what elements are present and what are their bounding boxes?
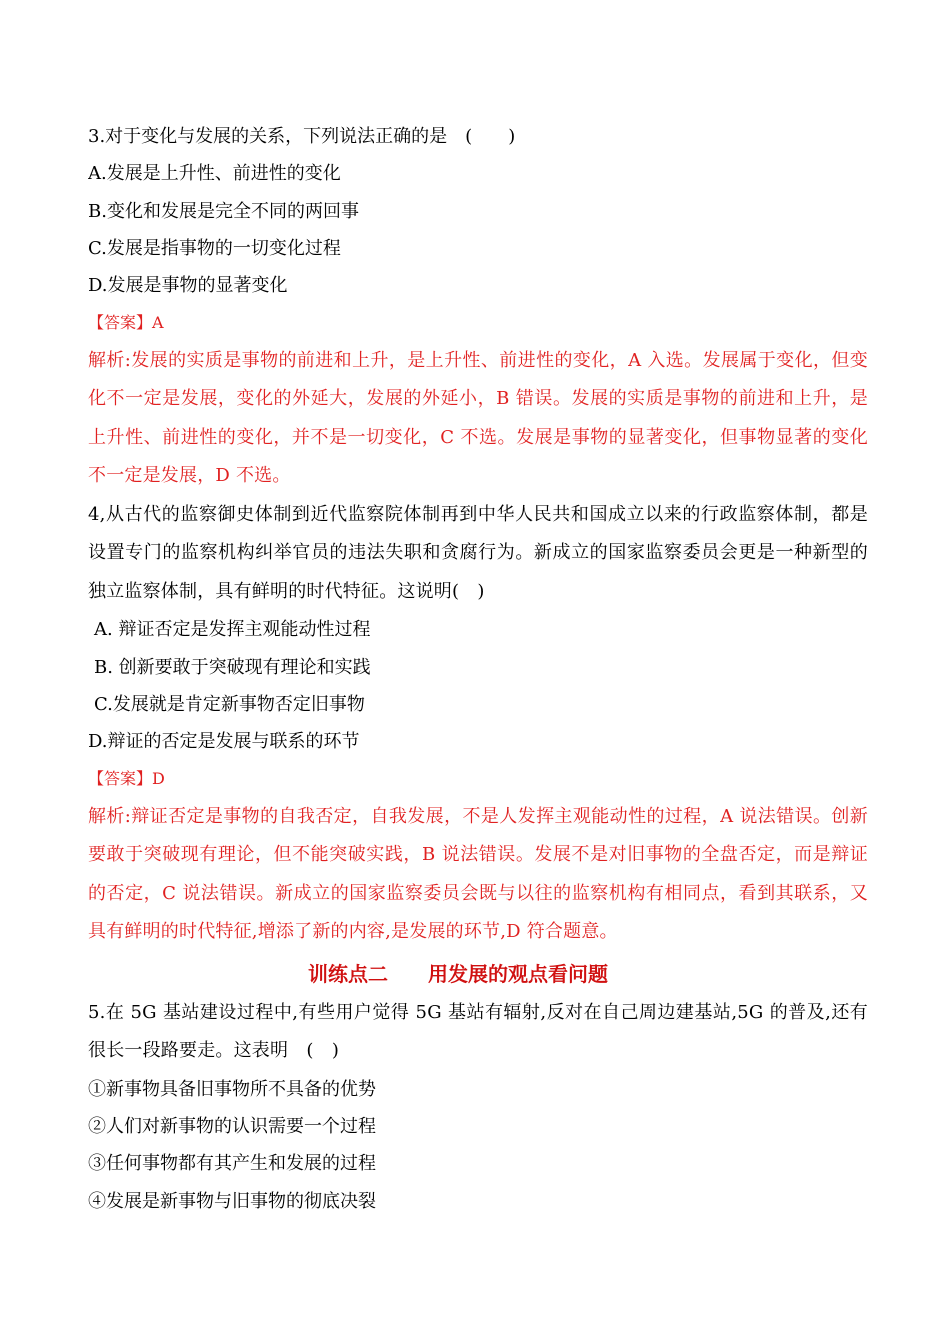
q5-option-3: ③任何事物都有其产生和发展的过程 [88, 1153, 376, 1175]
q4-option-b: B. 创新要敢于突破现有理论和实践 [94, 656, 371, 678]
q3-answer: 【答案】A [88, 313, 164, 333]
q3-option-b: B.变化和发展是完全不同的两回事 [88, 200, 359, 222]
section-title: 训练点二 用发展的观点看问题 [308, 961, 608, 986]
q4-stem: 4,从古代的监察御史体制到近代监察院体制再到中华人民共和国成立以来的行政监察体制，都是设置专门的监察机构纠举官员的违法失职和贪腐行为。新成立的国家监察委员会更是一种新型的独立监察体制，具有鲜明的时代特征。这说明( ) [88, 503, 868, 602]
q5-stem: 5.在 5G 基站建设过程中,有些用户觉得 5G 基站有辐射,反对在自己周边建基站,5G 的普及,还有很长一段路要走。这表明 ( ) [88, 1001, 868, 1062]
q5-option-2: ②人们对新事物的认识需要一个过程 [88, 1116, 376, 1138]
q3-option-d: D.发展是事物的显著变化 [88, 275, 288, 297]
q3-option-a: A.发展是上升性、前进性的变化 [88, 163, 341, 185]
q5-option-4: ④发展是新事物与旧事物的彻底决裂 [88, 1190, 376, 1212]
q4-option-d: D.辩证的否定是发展与联系的环节 [88, 731, 360, 753]
q4-answer: 【答案】D [88, 769, 165, 789]
q3-explanation: 解析:发展的实质是事物的前进和上升，是上升性、前进性的变化，A 入选。发展属于变化，但变化不一定是发展，变化的外延大，发展的外延小，B 错误。发展的实质是事物的前进和上升，是上升性、前进性的变化，并不是一切变化，C 不选。发展是事物的显著变化，但事物显著的变化不一定是发展，D 不选。 [88, 349, 868, 487]
q3-option-c: C.发展是指事物的一切变化过程 [88, 237, 341, 259]
q3-stem: 3.对于变化与发展的关系，下列说法正确的是 ( ) [88, 126, 516, 147]
q5-option-1: ①新事物具备旧事物所不具备的优势 [88, 1078, 376, 1100]
q4-explanation: 解析:辩证否定是事物的自我否定，自我发展，不是人发挥主观能动性的过程，A 说法错误。创新要敢于突破现有理论，但不能突破实践，B 说法错误。发展不是对旧事物的全盘否定，而是辩证的否定，C 说法错误。新成立的国家监察委员会既与以往的监察机构有相同点，看到其联系，又具有鲜明的时代特征,增添了新的内容,是发展的环节,D 符合题意。 [88, 805, 868, 943]
document-page [88, 118, 868, 1220]
q4-option-a: A. 辩证否定是发挥主观能动性过程 [94, 619, 371, 641]
q4-option-c: C.发展就是肯定新事物否定旧事物 [94, 693, 365, 715]
